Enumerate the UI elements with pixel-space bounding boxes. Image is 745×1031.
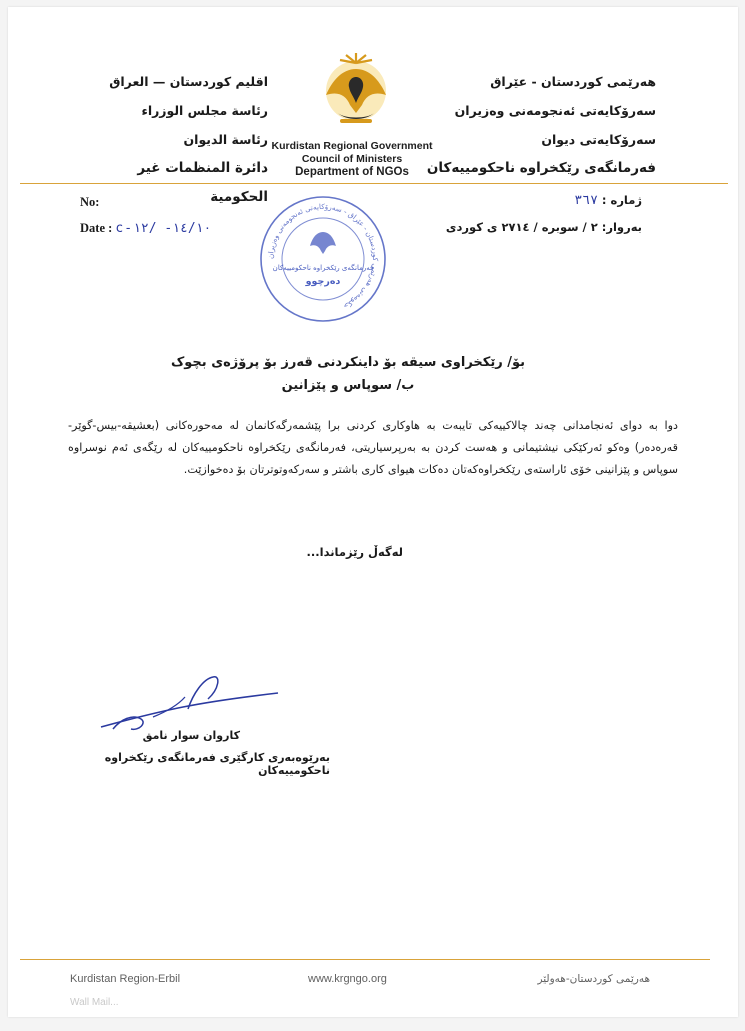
- header-kurdish: [416, 67, 656, 183]
- footer-address-en: Kurdistan Region-Erbil: [70, 973, 181, 985]
- header-en-line-2: Council of Ministers: [301, 153, 403, 165]
- number-value: ٣٦٧: [574, 193, 598, 208]
- subject-block: [128, 351, 568, 397]
- date-ku-label: بەروار:: [601, 220, 642, 234]
- reference-kurdish: [446, 187, 642, 240]
- signer-name: کاروان سوار نامق: [142, 729, 240, 742]
- krg-emblem-icon: [316, 51, 396, 131]
- header-ku-line-2: سەرۆکایەتی ئەنجومەنی وەزیران: [454, 103, 656, 118]
- subject-re: ب/ سوپاس و پێزانین: [281, 378, 415, 393]
- header-ar-line-2: رئاسة مجلس الوزراء: [141, 103, 268, 118]
- footer-divider: [20, 959, 710, 960]
- number-label: ژمارە :: [601, 193, 642, 207]
- subject-to: بۆ/ رێکخراوی سیقە بۆ داینکردنی قەرز بۆ پرۆژەی بچوک: [170, 355, 526, 370]
- header-ar-line-3: رئاسة الديوان: [183, 132, 268, 147]
- signer-title: بەرێوەبەری کارگێری فەرمانگەی رێکخراوە ناحکومییەکان: [104, 751, 330, 777]
- header-ku-line-3: سەرۆکایەتی دیوان: [541, 132, 656, 147]
- header-ku-line-1: هەرێمی کوردستان - عێراق: [490, 74, 656, 89]
- date-value: c-١٤/١٠- /١٢: [115, 221, 212, 236]
- stamp-line-2: دەرچوو: [305, 276, 341, 287]
- letter-body: دوا بە دوای ئەنجامدانی چەند چالاکییەکی تایبەت بە هاوکاری کردنی برا پێشمەرگەکانمان لە مەحورەکانی (بعشیقە-بیس-گوێر-قەرەدەر) وەکو ئەرکێکی نیشتیمانی و هەست کردن بە بەرپرسیاریتی، فەرمانگەی رێکخراوە ناحکومییەکان لە رێگەی ئەم نوسراوە سوپاس و پێزانینی خۆی ئاراستەی رێکخراوەکەتان دەکات هیوای کاری باشتر و سەرکەوتوترتان بۆ دەخوازێت.: [68, 419, 678, 476]
- header-english: [263, 140, 441, 179]
- no-label: No:: [80, 195, 100, 209]
- reference-latin: [80, 189, 211, 242]
- header-ar-line-4: دائرة المنظمات غير الحكومية: [137, 160, 268, 205]
- header-divider: [20, 183, 728, 184]
- header-ku-line-4: فەرمانگەی رێکخراوە ناحکومییەکان: [426, 160, 656, 176]
- official-stamp: [258, 194, 388, 324]
- closing-regards: لەگەڵ رێزماندا...: [306, 545, 403, 559]
- footer-address-ku: هەرێمی کوردستان-هەولێر: [537, 973, 650, 985]
- stamp-ring-text: حكومەتی هەرێمی کوردستان - عێراق - سەرۆکایەتی ئەنجومەنی وەزیران: [265, 201, 381, 312]
- footer-website: www.krgngo.org: [308, 973, 387, 985]
- date-ku-value: ٢ / سوبره / ٢٧١٤ ی کوردی: [445, 220, 598, 234]
- footer-faint-text: Wall Mail...: [70, 997, 119, 1008]
- header-en-line-3: Department of NGOs: [295, 166, 409, 178]
- stamp-line-1: فەرمانگەی رێکخراوە ناحکومییەکان: [272, 264, 374, 272]
- header-ar-line-1: اقليم كوردستان — العراق: [109, 74, 268, 89]
- header-en-line-1: Kurdistan Regional Government: [271, 140, 433, 152]
- date-label: Date :: [80, 221, 113, 235]
- letter-page: [8, 7, 738, 1017]
